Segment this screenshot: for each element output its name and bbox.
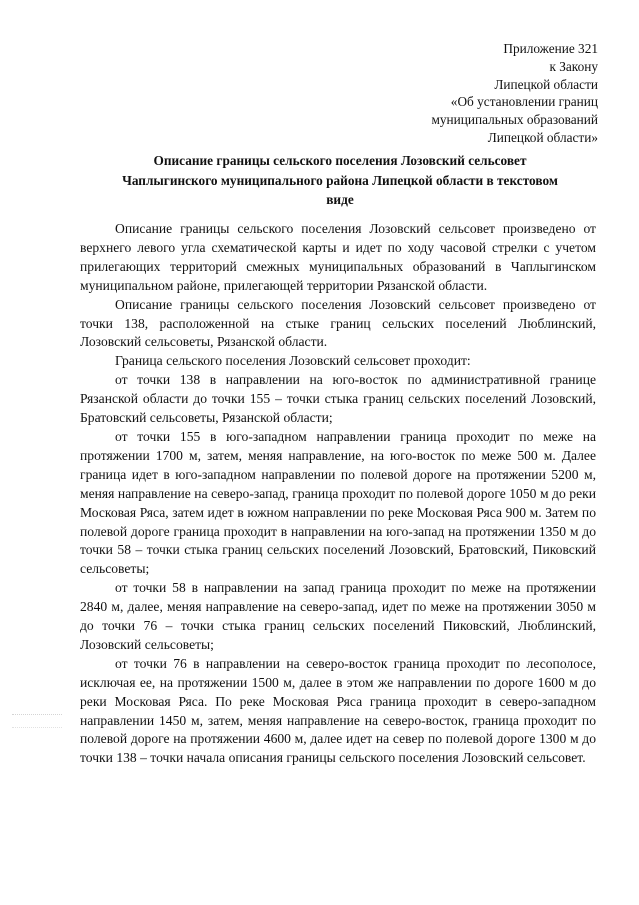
title-line: Описание границы сельского поселения Лозовский сельсовет bbox=[153, 153, 527, 168]
body-paragraph: Описание границы сельского поселения Лозовский сельсовет произведено от верхнего левого угла схематической карты и идет по ходу часовой стрелки с учетом прилегающих территорий смежных муниципальных образований в Чаплыгинском муниципальном районе, прилегающей территории Рязанской области. bbox=[80, 221, 596, 293]
body-paragraph: от точки 138 в направлении на юго-восток по административной границе Рязанской области до точки 155 – точки стыка границ сельских поселений Лозовский, Братовский сельсоветы, Рязанской области; bbox=[80, 372, 596, 426]
appendix-line: «Об установлении границ bbox=[450, 94, 598, 110]
title-line: виде bbox=[326, 192, 354, 208]
appendix-header bbox=[431, 40, 598, 147]
body-paragraph: от точки 155 в юго-западном направлении граница проходит по меже на протяжении 1700 м, затем, меняя направление, на юго-восток по меже 500 м. Далее граница идет в юго-западном направлении по полевой дороге на протяжении 5200 м, меняя направление на северо-запад, граница проходит по полевой дороге 1050 м до реки Московая Ряса, затем идет в южном направлении по реке Московая Ряса 900 м. Затем по полевой дороге граница проходит в направлении на юго-запад на протяжении 1350 м до точки 58 – точки стыка границ сельских поселений Лозовский, Братовский, Пиковский сельсоветы; bbox=[80, 428, 596, 577]
body-paragraph: от точки 76 в направлении на северо-восток граница проходит по лесополосе, исключая ее, на протяжении 1500 м, далее в этом же направлении по дороге 1600 м до реки Московая Ряса. По реке Московая Ряса граница проходит в северо-западном направлении 1450 м, затем, меняя направление на северо-восток, граница проходит по полевой дороге на протяжении 4600 м, далее идет на север по полевой дороге 1300 м до точки 138 – точки начала описания границы сельского поселения Лозовский сельсовет. bbox=[80, 655, 596, 766]
appendix-line: к Закону bbox=[549, 58, 598, 74]
title-line: Чаплыгинского муниципального района Липецкой области в текстовом bbox=[122, 172, 558, 188]
body-paragraph: Описание границы сельского поселения Лозовский сельсовет произведено от точки 138, расположенной на стыке границ сельских поселений Люблинский, Лозовский сельсоветы, Рязанской области. bbox=[80, 296, 596, 350]
document-title bbox=[80, 151, 600, 210]
appendix-line: Липецкой области» bbox=[487, 129, 598, 145]
body-paragraph: от точки 58 в направлении на запад граница проходит по меже на протяжении 2840 м, далее, меняя направление на северо-запад, идет по меже на протяжении 3050 м до точки 76 – точки стыка границ сельских поселений Пиковский, Люблинский, Лозовский сельсоветы; bbox=[80, 580, 596, 652]
document-body bbox=[80, 220, 596, 768]
appendix-line: Липецкой области bbox=[494, 76, 598, 92]
appendix-line: муниципальных образований bbox=[431, 112, 598, 128]
scan-artifact bbox=[12, 714, 62, 728]
body-paragraph: Граница сельского поселения Лозовский сельсовет проходит: bbox=[115, 353, 471, 369]
appendix-line: Приложение 321 bbox=[503, 41, 598, 56]
